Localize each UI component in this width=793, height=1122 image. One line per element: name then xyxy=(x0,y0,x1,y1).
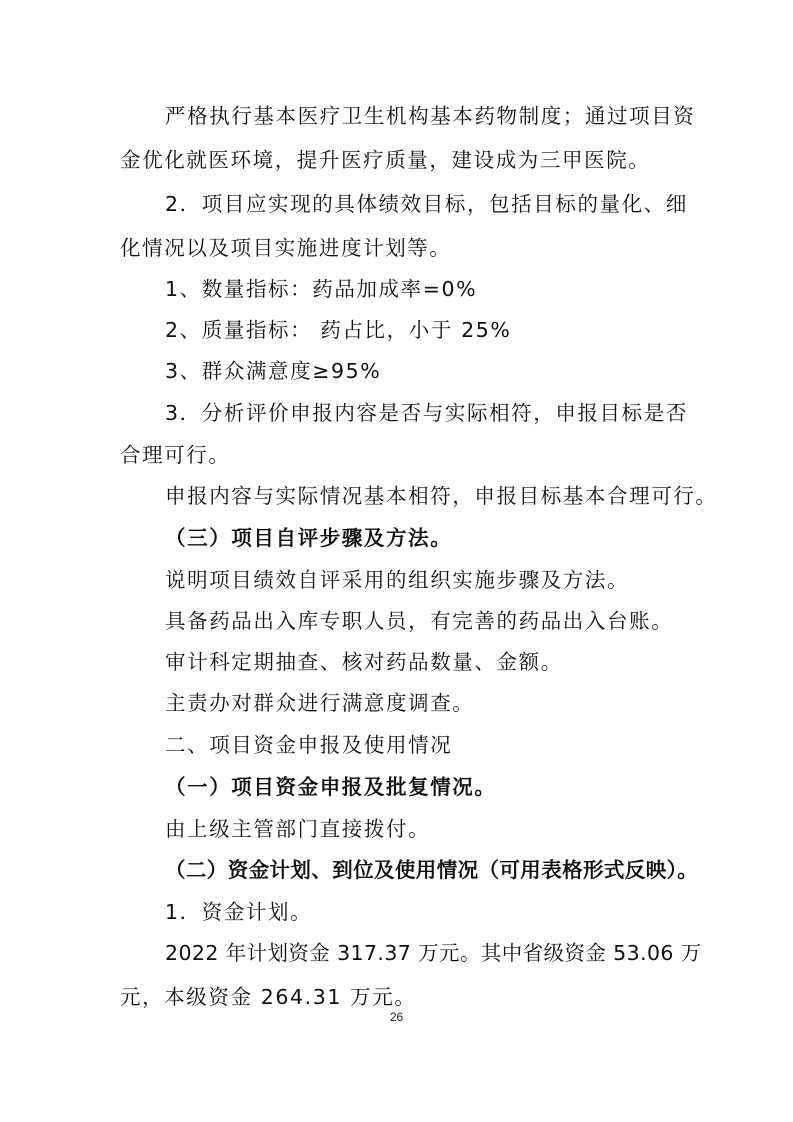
paragraph-line: 说明项目绩效自评采用的组织实施步骤及方法。 xyxy=(165,568,630,592)
paragraph-line: 2．项目应实现的具体绩效目标，包括目标的量化、细 xyxy=(165,192,688,216)
paragraph-line: 元，本级资金 264.31 万元。 xyxy=(120,985,417,1009)
paragraph-line: 审计科定期抽查、核对药品数量、金额。 xyxy=(165,650,563,674)
paragraph-line: 合理可行。 xyxy=(120,443,231,467)
indicator-line: 3、群众满意度≥95% xyxy=(165,359,382,383)
paragraph-line: 主责办对群众进行满意度调查。 xyxy=(165,691,475,715)
paragraph-line: 严格执行基本医疗卫生机构基本药物制度；通过项目资 xyxy=(165,104,696,128)
indicator-line: 1、数量指标：药品加成率=0% xyxy=(165,277,478,301)
section-heading: （一）项目资金申报及批复情况。 xyxy=(165,775,497,799)
paragraph-line: 1．资金计划。 xyxy=(165,900,313,924)
paragraph-line: 具备药品出入库专职人员，有完善的药品出入台账。 xyxy=(165,609,674,633)
section-heading: （二）资金计划、到位及使用情况（可用表格形式反映）。 xyxy=(165,858,699,882)
section-heading: 二、项目资金申报及使用情况 xyxy=(165,733,453,757)
paragraph-line: 申报内容与实际情况基本相符，申报目标基本合理可行。 xyxy=(165,484,718,508)
paragraph-line: 金优化就医环境，提升医疗质量，建设成为三甲医院。 xyxy=(120,148,651,172)
paragraph-line: 2022 年计划资金 317.37 万元。其中省级资金 53.06 万 xyxy=(165,941,702,965)
paragraph-line: 化情况以及项目实施进度计划等。 xyxy=(120,236,452,260)
indicator-line: 2、质量指标： 药占比，小于 25% xyxy=(165,318,512,342)
page-number: 26 xyxy=(389,1010,404,1024)
section-heading: （三）项目自评步骤及方法。 xyxy=(165,526,453,550)
paragraph-line: 由上级主管部门直接拨付。 xyxy=(165,817,431,841)
paragraph-line: 3．分析评价申报内容是否与实际相符，申报目标是否 xyxy=(165,401,688,425)
